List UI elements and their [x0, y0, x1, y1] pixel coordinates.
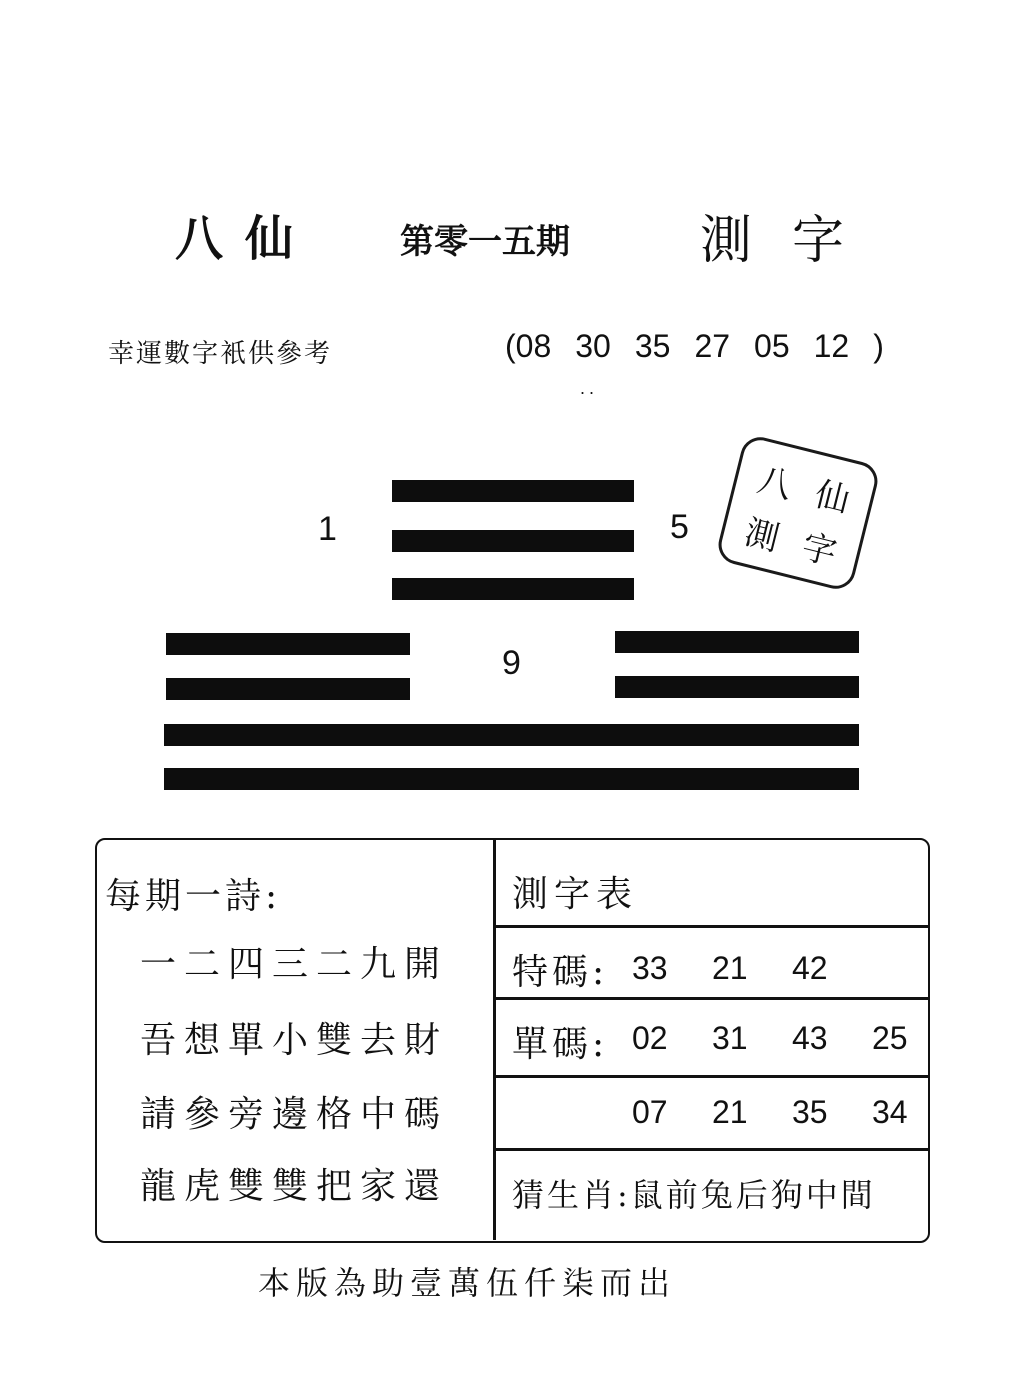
special-number: 21: [712, 950, 748, 986]
extra-number: 07: [632, 1094, 668, 1130]
single-number: 25: [872, 1020, 908, 1056]
special-code-label: 特碼:: [512, 952, 609, 993]
extra-number: 21: [712, 1094, 748, 1130]
trigram-bar: [615, 631, 859, 653]
box-divider: [493, 840, 496, 1240]
trigram-bar: [615, 676, 859, 698]
seal-char: 八: [753, 459, 797, 507]
single-number: 31: [712, 1020, 748, 1056]
poem-heading: 每期一詩:: [105, 876, 282, 917]
row-divider: [495, 1075, 928, 1078]
seal-char: 字: [797, 526, 841, 574]
table-title: 測字表: [512, 874, 639, 915]
extra-number: 35: [792, 1094, 828, 1130]
lucky-number: 35: [634, 328, 671, 364]
digit-top-left: 1: [318, 510, 337, 548]
trigram-bar: [392, 530, 634, 552]
lucky-number: 30: [575, 328, 611, 364]
extra-number: 34: [872, 1094, 908, 1130]
row-divider: [495, 997, 928, 1000]
seal-char: 測: [740, 511, 784, 559]
digit-center: 9: [502, 644, 521, 682]
dots-mark: ..: [580, 378, 599, 398]
title-bajian: 八仙: [175, 211, 316, 267]
open-paren: (: [505, 328, 516, 364]
poem-line: 龍虎雙雙把家還: [140, 1166, 449, 1207]
trigram-bar: [166, 633, 410, 655]
trigram-bar: [392, 480, 634, 502]
row-divider: [495, 1148, 928, 1151]
lucky-number: 12: [813, 328, 850, 364]
single-number: 43: [792, 1020, 828, 1056]
lucky-number: 27: [694, 328, 731, 364]
title-cezi: 測字: [700, 211, 885, 271]
close-paren: ): [873, 328, 884, 364]
digit-top-right: 5: [670, 508, 689, 546]
special-number: 42: [792, 950, 828, 986]
single-number: 02: [632, 1020, 668, 1056]
poem-line: 一二四三二九開: [140, 944, 449, 985]
trigram-bar: [164, 724, 859, 746]
lucky-numbers: [505, 328, 884, 365]
trigram-bar: [392, 578, 634, 600]
lucky-numbers-label: 幸運數字衹供參考: [108, 339, 333, 369]
single-code-label: 單碼:: [512, 1024, 609, 1065]
zodiac-guess: 猜生肖:鼠前兔后狗中間: [512, 1176, 876, 1214]
lucky-number: 05: [754, 328, 790, 364]
footer-text: 本版為助壹萬伍仟柒而岀: [258, 1264, 677, 1302]
lucky-number: 08: [515, 328, 552, 364]
poem-line: 請參旁邊格中碼: [140, 1094, 449, 1135]
special-number: 33: [632, 950, 668, 986]
issue-number: 第零一五期: [400, 222, 570, 262]
seal-char: 仙: [810, 473, 854, 521]
seal-stamp: [714, 433, 881, 593]
trigram-bar: [164, 768, 859, 790]
poem-line: 吾想單小雙去財: [140, 1020, 449, 1061]
trigram-bar: [166, 678, 410, 700]
row-divider: [495, 925, 928, 928]
